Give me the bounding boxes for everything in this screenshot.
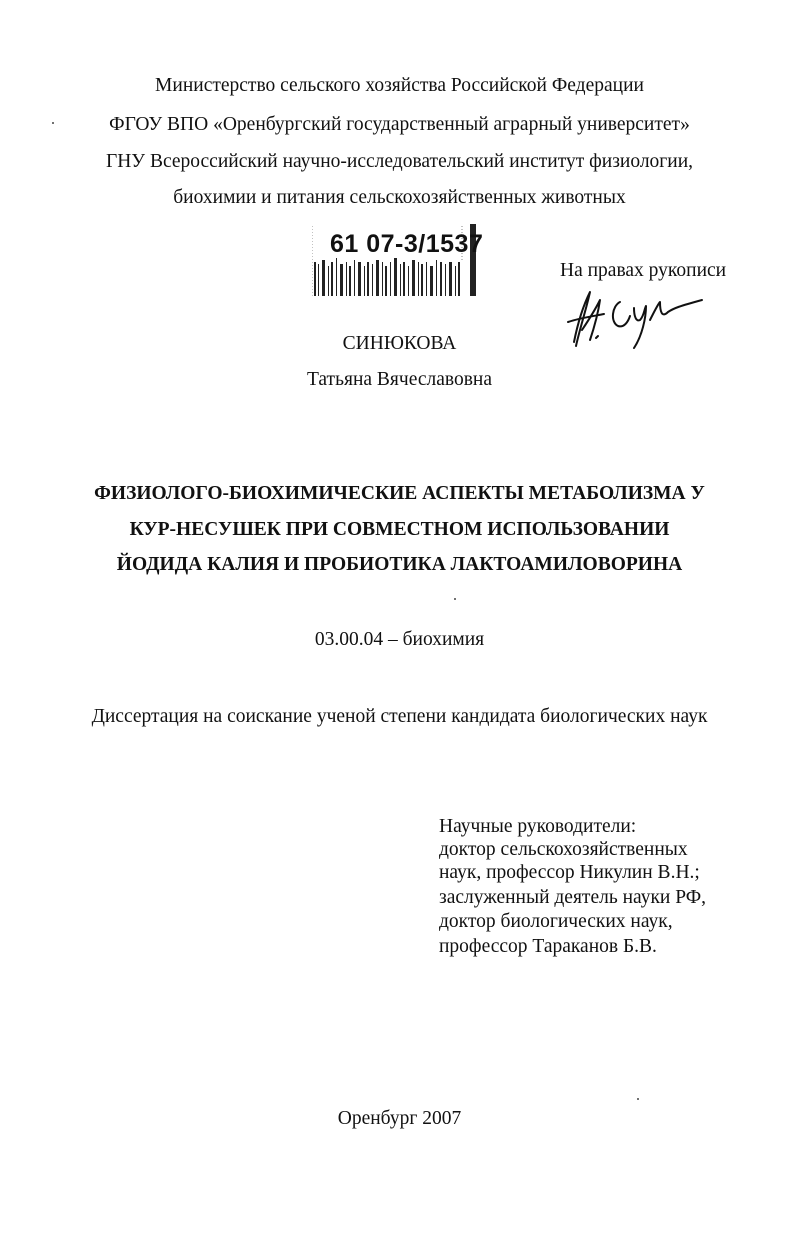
supervisor-line: профессор Тараканов Б.В.: [439, 936, 657, 957]
ministry-line: Министерство сельского хозяйства Российской Федерации: [155, 75, 644, 96]
thesis-title-line-2: КУР-НЕСУШЕК ПРИ СОВМЕСТНОМ ИСПОЛЬЗОВАНИИ: [129, 519, 670, 540]
supervisor-line: доктор сельскохозяйственных: [439, 839, 688, 860]
specialty-code: 03.00.04 – биохимия: [314, 629, 485, 650]
manuscript-note: На правах рукописи: [560, 260, 727, 281]
supervisors-heading: Научные руководители:: [439, 816, 637, 837]
scan-speck: [454, 598, 456, 600]
institute-line-2: биохимии и питания сельскохозяйственных животных: [173, 187, 626, 208]
supervisor-line: доктор биологических наук,: [439, 911, 673, 932]
author-surname: СИНЮКОВА: [342, 333, 457, 354]
thesis-title-line-1: ФИЗИОЛОГО-БИОХИМИЧЕСКИЕ АСПЕКТЫ МЕТАБОЛИЗМА У: [94, 483, 705, 504]
author-full-name: Татьяна Вячеславовна: [306, 369, 492, 390]
degree-statement: Диссертация на соискание ученой степени кандидата биологических наук: [91, 706, 708, 727]
thesis-title-line-3: ЙОДИДА КАЛИЯ И ПРОБИОТИКА ЛАКТОАМИЛОВОРИНА: [116, 554, 683, 575]
supervisor-line: заслуженный деятель науки РФ,: [439, 887, 707, 908]
institute-line-1: ГНУ Всероссийский научно-исследовательский институт физиологии,: [105, 151, 694, 172]
barcode-number: 61 07-3/1537: [330, 230, 484, 258]
city-year: Оренбург 2007: [337, 1108, 462, 1129]
university-line: ФГОУ ВПО «Оренбургский государственный аграрный университет»: [109, 114, 690, 135]
supervisor-line: наук, профессор Никулин В.Н.;: [439, 862, 700, 883]
scan-speck: [637, 1098, 639, 1100]
scan-speck: [52, 122, 54, 124]
